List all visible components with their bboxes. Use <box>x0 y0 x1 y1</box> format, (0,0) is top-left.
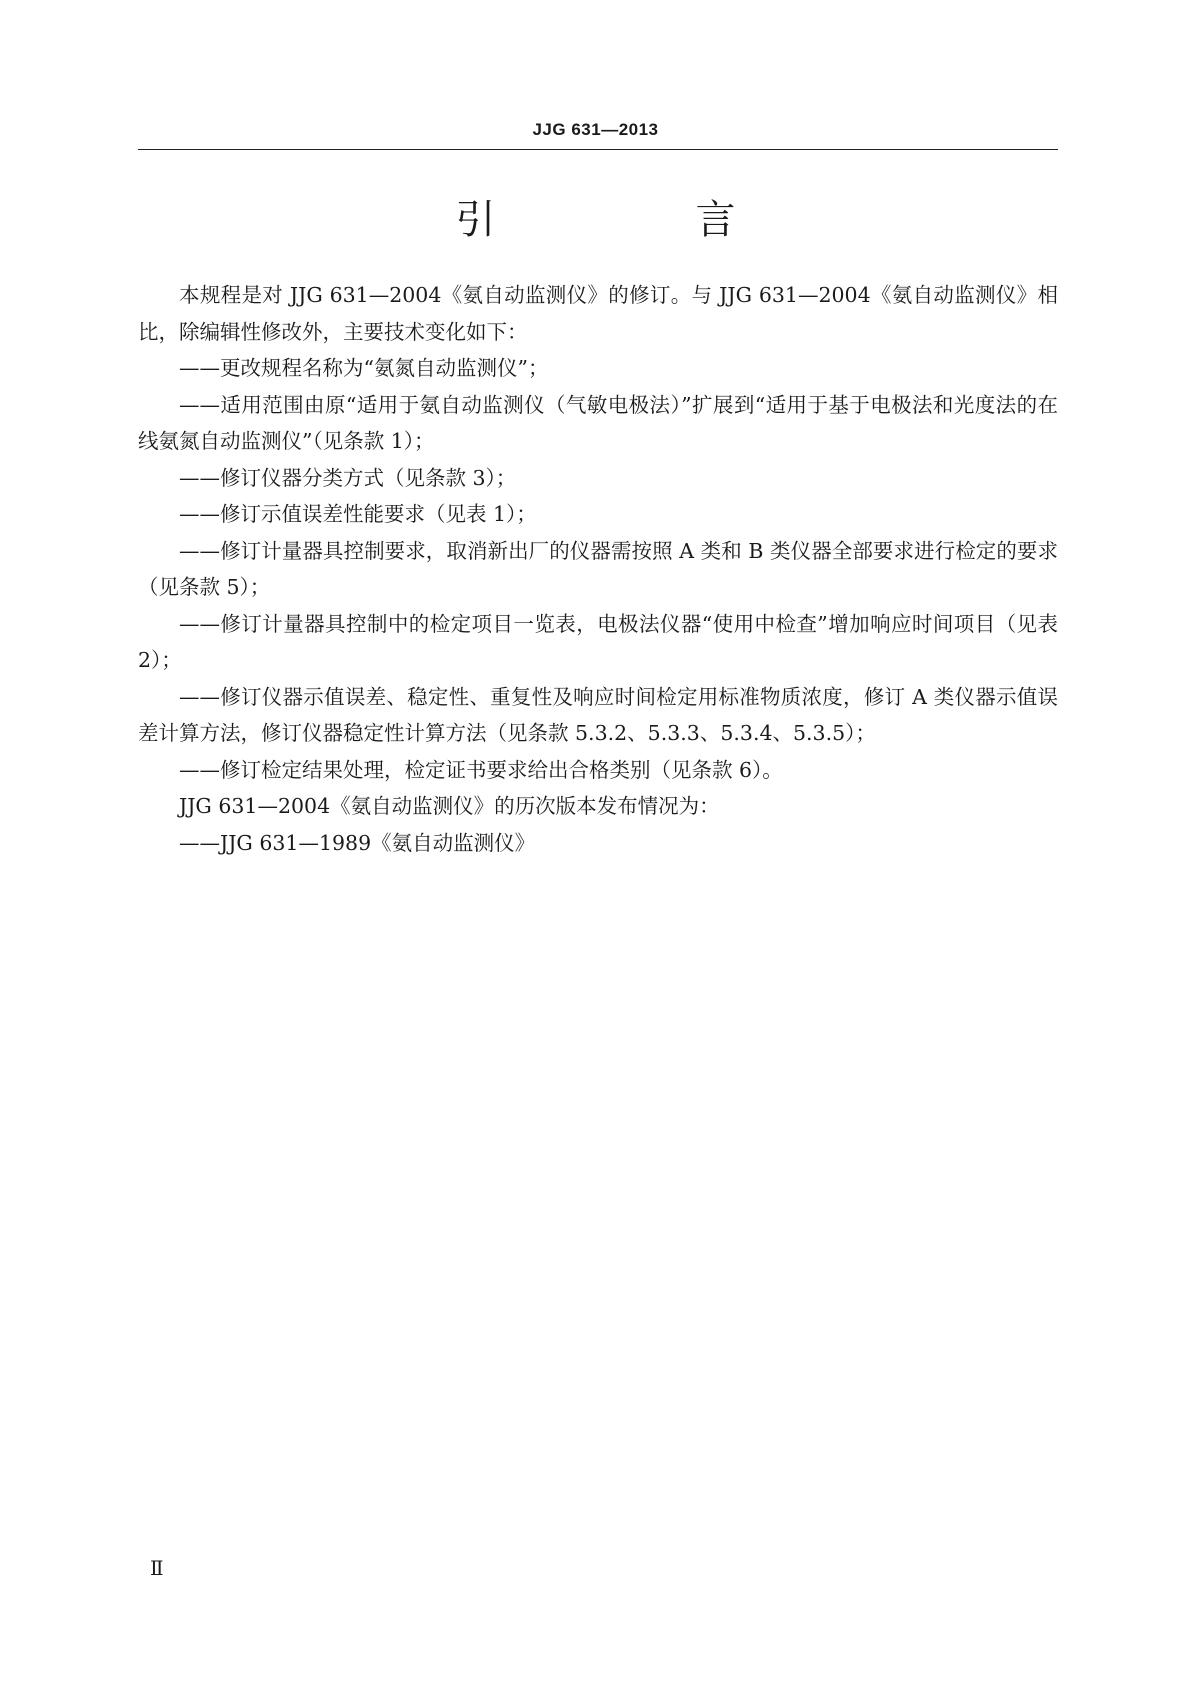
change-item-reference-material: ——修订仪器示值误差、稳定性、重复性及响应时间检定用标准物质浓度，修订 A 类仪器示值误差计算方法，修订仪器稳定性计算方法（见条款 5.3.2、5.3.3、5.3.4、5.3.5）； <box>138 684 1058 745</box>
page-title: 引 言 <box>455 197 816 243</box>
change-item-scope: ——适用范围由原“适用于氨自动监测仪（气敏电极法）”扩展到“适用于基于电极法和光度法的在线氨氮自动监测仪”（见条款 1）； <box>138 392 1058 453</box>
history-item: ——JJG 631—1989《氨自动监测仪》 <box>179 830 536 855</box>
paragraph-intro: 本规程是对 JJG 631—2004《氨自动监测仪》的修订。与 JJG 631—2004《氨自动监测仪》相比，除编辑性修改外，主要技术变化如下： <box>138 283 1058 344</box>
change-item-verification-list: ——修订计量器具控制中的检定项目一览表，电极法仪器“使用中检查”增加响应时间项目（见表 2）； <box>138 611 1058 672</box>
header-rule <box>138 149 1058 150</box>
history-intro: JJG 631—2004《氨自动监测仪》的历次版本发布情况为： <box>179 794 720 818</box>
change-item-classification: ——修订仪器分类方式（见条款 3）； <box>179 465 517 490</box>
change-item-result-processing: ——修订检定结果处理，检定证书要求给出合格类别（见条款 6）。 <box>179 757 783 782</box>
page-number: Ⅱ <box>150 1556 164 1580</box>
change-item-rename: ——更改规程名称为“氨氮自动监测仪”； <box>179 356 549 380</box>
body-text <box>138 277 1058 861</box>
change-item-error-requirement: ——修订示值误差性能要求（见表 1）； <box>179 502 537 526</box>
change-item-control-requirement: ——修订计量器具控制要求，取消新出厂的仪器需按照 A 类和 B 类仪器全部要求进行检定的要求（见条款 5）； <box>138 538 1058 599</box>
running-header: JJG 631—2013 <box>532 120 659 139</box>
